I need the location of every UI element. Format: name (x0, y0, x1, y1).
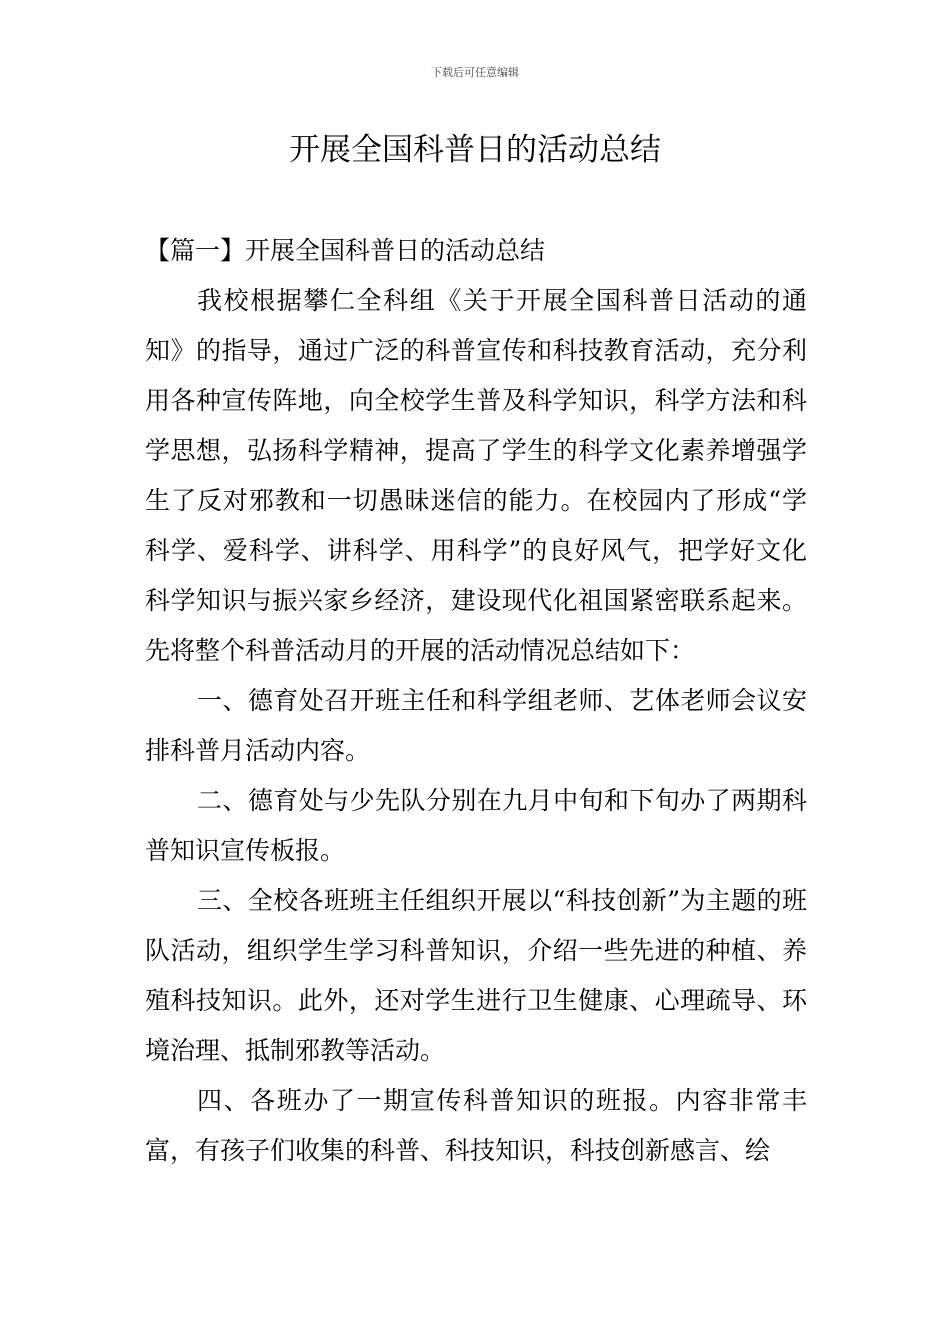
paragraph: 一、德育处召开班主任和科学组老师、艺体老师会议安排科普月活动内容。 (145, 686, 807, 765)
paragraph: 我校根据攀仁全科组《关于开展全国科普日活动的通知》的指导，通过广泛的科普宣传和科技教育活动，充分利用各种宣传阵地，向全校学生普及科学知识，科学方法和科学思想，弘扬科学精神，提高了学生的科学文化素养增强学生了反对邪教和一切愚昧迷信的能力。在校园内了形成“学科学、爱科学、讲科学、用科学”的良好风气，把学好文化科学知识与振兴家乡经济，建设现代化祖国紧密联系起来。先将整个科普活动月的开展的活动情况总结如下： (145, 286, 807, 665)
section-heading: 【篇一】开展全国科普日的活动总结 (145, 236, 546, 265)
paragraph: 四、各班办了一期宣传科普知识的班报。内容非常丰富，有孩子们收集的科普、科技知识，科技创新感言、绘 (145, 1086, 807, 1165)
document-body (145, 226, 807, 1176)
document-title: 开展全国科普日的活动总结 (289, 132, 661, 168)
header-note: 下载后可任意编辑 (431, 66, 519, 79)
paragraph: 三、全校各班班主任组织开展以“科技创新”为主题的班队活动，组织学生学习科普知识，介绍一些先进的种植、养殖科技知识。此外，还对学生进行卫生健康、心理疏导、环境治理、抵制邪教等活动。 (145, 886, 807, 1065)
paragraph: 二、德育处与少先队分别在九月中旬和下旬办了两期科普知识宣传板报。 (145, 786, 807, 865)
